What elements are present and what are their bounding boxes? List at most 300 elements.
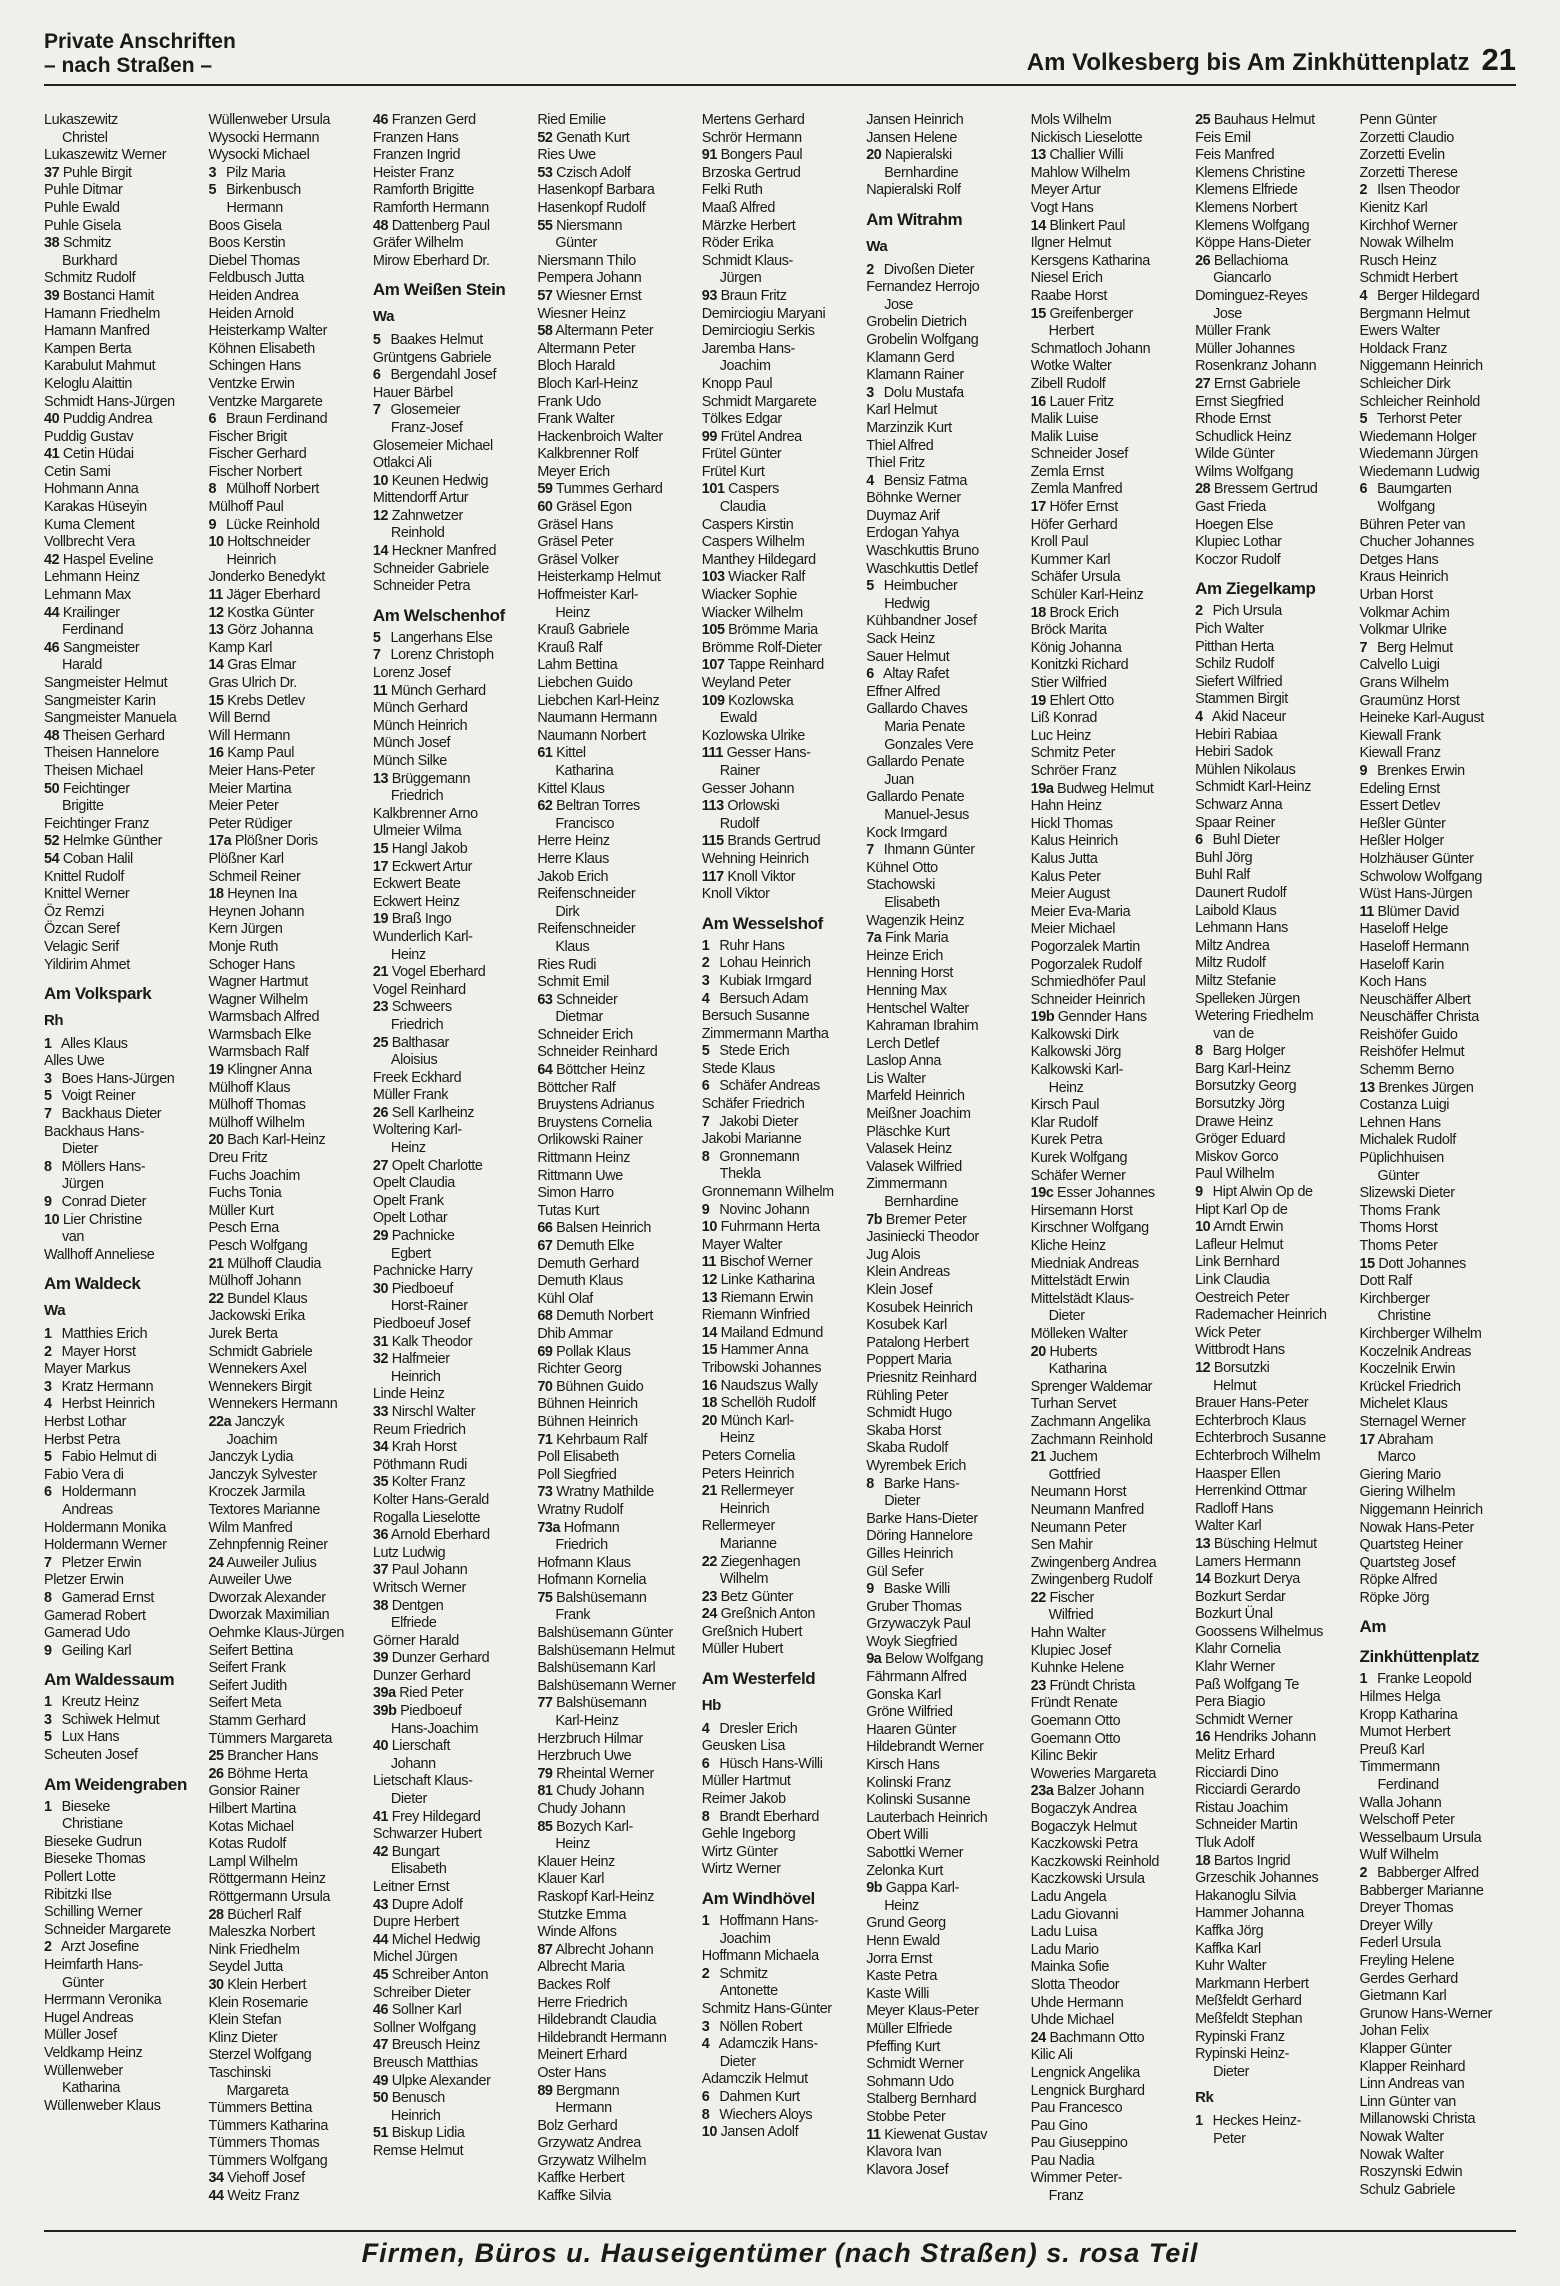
resident-name: Hilmes Helga [1359,1689,1441,1706]
resident-name: Buhl Dieter [1212,832,1280,849]
house-number: 45 [372,1966,389,1983]
resident-name: Heinz [390,946,426,963]
resident-name: Poppert Maria [866,1352,952,1369]
resident-name: Brigitte [62,798,104,815]
resident-name: Büsching Helmut [1213,1535,1317,1552]
resident-entry [866,1053,1022,1071]
resident-entry [1031,1942,1187,1960]
house-number: 20 [1030,1343,1046,1360]
resident-entry [866,1546,1022,1564]
resident-entry [1195,1958,1351,1976]
house-number: 8 [701,2106,710,2123]
resident-name: Seifert Meta [208,1695,282,1712]
resident-name: Blümer David [1377,903,1460,920]
resident-name: Liebchen Karl-Heinz [537,692,660,709]
resident-entry [1031,1871,1187,1889]
resident-entry [702,1448,858,1466]
resident-name: Herre Klaus [537,850,609,867]
resident-name: Mainka Sofie [1030,1959,1110,1976]
resident-entry [866,1106,1022,1124]
resident-name: Joachim [226,1431,278,1448]
resident-name: Keunen Hedwig [391,472,489,489]
resident-entry [537,2188,693,2206]
resident-entry [1360,1256,1516,1274]
resident-name: Rittmann Heinz [537,1150,631,1167]
resident-name: Heßler Günter [1359,815,1446,832]
resident-name: Pau Francesco [1030,2100,1123,2117]
resident-name: Wirtz Werner [701,1861,781,1878]
resident-name: Mülhoff Norbert [226,481,319,498]
resident-entry [866,1176,1022,1194]
resident-entry [1031,1590,1187,1608]
house-number: 79 [537,1765,553,1782]
resident-entry [702,1791,858,1809]
resident-name: Fuchs Joachim [208,1167,301,1184]
resident-entry [1195,1571,1351,1589]
resident-entry [44,816,200,834]
resident-name: Malik Luise [1030,411,1099,428]
house-number: 37 [372,1562,389,1579]
resident-name: Lauer Fritz [1049,393,1114,410]
resident-name: Pogorzalek Rudolf [1030,956,1142,973]
resident-name: Skaba Horst [866,1422,941,1439]
resident-entry [1360,869,1516,887]
house-number: 1 [44,1798,52,1815]
resident-entry [44,288,200,306]
resident-entry [1195,464,1351,482]
resident-entry [1195,1870,1351,1888]
resident-name: Elfriede [390,1615,437,1632]
resident-entry [1360,306,1516,324]
resident-entry [866,1757,1022,1775]
resident-name: Thoms Frank [1359,1202,1440,1219]
house-number: 46 [372,2002,389,2019]
resident-entry [1031,781,1187,799]
district-code: Wa [866,237,888,255]
district-code: Rk [1195,2089,1214,2107]
resident-name: Rittmann Uwe [537,1167,623,1184]
house-number: 11 [866,2126,881,2143]
resident-name: Heimbucher [883,578,958,595]
resident-entry [537,1783,693,1801]
resident-name: Mayer Markus [44,1361,131,1378]
resident-name: Klemens Norbert [1195,199,1298,216]
resident-name: Meier Martina [208,780,292,797]
resident-name: Wallhoff Anneliese [44,1246,155,1263]
resident-name: Gennder Hans [1057,1009,1147,1026]
resident-entry [1195,656,1351,674]
resident-name: Haspel Eveline [62,551,154,568]
resident-entry [702,569,858,587]
resident-name: Demirciogiu Serkis [701,323,815,340]
resident-entry [1360,622,1516,640]
resident-name: Wesselbaum Ursula [1359,1829,1482,1846]
resident-entry [1195,1518,1351,1536]
resident-name: Chudy Johann [556,1783,645,1800]
resident-name: Jakob Erich [537,868,609,885]
resident-name: Sprenger Waldemar [1030,1378,1153,1395]
resident-entry [373,1527,529,1545]
resident-entry [373,1545,529,1563]
house-number: 2 [44,1939,52,1956]
district-code: Hb [701,1697,721,1715]
resident-name: Heinz [719,1430,755,1447]
resident-name: Dieter [1048,1308,1085,1325]
resident-entry [1360,904,1516,922]
resident-entry [702,306,858,324]
house-number: 51 [372,2125,389,2142]
resident-name: Kroczek Jarmila [208,1484,305,1501]
resident-entry [373,1721,529,1739]
resident-entry [1360,1671,1516,1689]
resident-entry [702,605,858,623]
resident-name: Ilgner Helmut [1030,235,1112,252]
resident-entry [373,1510,529,1528]
resident-entry [44,657,200,675]
resident-entry [537,1220,693,1238]
resident-entry [866,1001,1022,1019]
resident-name: Napieralski Rolf [866,182,961,199]
resident-entry [1195,1835,1351,1853]
resident-name: Dolu Mustafa [883,384,964,401]
resident-name: Quartsteg Josef [1359,1554,1456,1571]
resident-entry [702,728,858,746]
resident-entry [1360,182,1516,200]
resident-entry [44,1939,200,1957]
resident-name: Balshüsemann Günter [537,1625,673,1642]
resident-name: Heckner Manfred [391,543,497,560]
resident-entry [44,622,200,640]
resident-name: Herbst Petra [44,1431,120,1448]
resident-name: Wolfgang [1377,499,1435,516]
resident-name: Pesch Erna [208,1220,279,1237]
resident-name: Czisch Adolf [556,164,631,181]
resident-name: Kalus Peter [1030,868,1101,885]
resident-entry [702,1342,858,1360]
resident-name: Balthasar [391,1034,449,1051]
resident-entry [866,1933,1022,1951]
resident-entry [866,754,1022,772]
resident-name: Jürgen [719,270,762,287]
resident-entry [373,753,529,771]
resident-name: Gilles Heinrich [866,1545,953,1562]
resident-entry [1031,921,1187,939]
resident-entry [866,596,1022,614]
resident-entry [373,1773,529,1791]
resident-name: Hüsch Hans-Willi [719,1755,823,1772]
house-number: 4 [701,990,710,1007]
resident-entry [866,1458,1022,1476]
resident-name: Münch Josef [372,735,451,752]
house-number: 8 [866,1475,874,1492]
resident-name: Maaß Alfred [701,199,775,216]
house-number: 107 [701,657,725,674]
resident-name: Gottfried [1048,1466,1101,1483]
resident-name: Ladu Giovanni [1030,1906,1119,1923]
resident-entry [702,464,858,482]
house-number: 52 [537,129,553,146]
resident-name: Kaczkowski Ursula [1030,1871,1145,1888]
resident-entry [537,833,693,851]
resident-entry [537,1344,693,1362]
resident-entry [373,165,529,183]
house-number: 105 [701,622,725,639]
house-number: 25 [372,1034,389,1051]
house-number: 35 [372,1474,389,1491]
house-number: 22 [1030,1589,1046,1606]
resident-name: Dieter [62,1141,98,1158]
resident-entry [1031,1009,1187,1027]
resident-name: Biskup Lidia [391,2125,465,2142]
resident-entry [44,534,200,552]
resident-name: Neuschäffer Christa [1359,1009,1479,1026]
resident-entry [702,1589,858,1607]
resident-entry [1360,1689,1516,1707]
resident-name: Lehmann Max [44,587,131,604]
resident-entry [373,1861,529,1879]
resident-entry [44,921,200,939]
resident-name: Bieseke [61,1798,111,1815]
resident-entry [208,1748,364,1766]
resident-name: Diebel Thomas [208,252,300,269]
resident-name: Novinc Johann [719,1201,810,1218]
resident-entry [537,1027,693,1045]
resident-entry [373,1668,529,1686]
resident-name: Jorra Ernst [866,1950,933,1967]
resident-entry [208,1308,364,1326]
resident-name: Christiane [62,1816,123,1833]
resident-entry [373,2143,529,2161]
resident-name: Langerhans Else [390,629,493,646]
resident-entry [373,508,529,526]
resident-entry [537,1449,693,1467]
resident-entry [44,728,200,746]
resident-name: Stalberg Bernhard [866,2091,977,2108]
resident-name: Birkenbusch [226,182,301,199]
resident-name: Niesel Erich [1030,270,1103,287]
resident-name: Zorzetti Claudio [1359,129,1454,146]
house-number: 49 [372,2072,389,2089]
resident-entry [702,1536,858,1554]
resident-entry [866,1018,1022,1036]
resident-entry [866,2039,1022,2057]
resident-entry [866,1810,1022,1828]
resident-name: Breusch Heinz [391,2037,481,2054]
resident-entry [537,411,693,429]
resident-name: Schneider Margarete [44,1921,171,1938]
resident-entry [1031,622,1187,640]
resident-entry [537,851,693,869]
resident-name: Heynen Ina [227,886,297,903]
resident-name: Meyer Klaus-Peter [866,2003,979,2020]
resident-entry [1360,1795,1516,1813]
resident-name: Kostka Günter [227,604,315,621]
resident-entry [373,1474,529,1492]
resident-name: Döring Hannelore [866,1528,973,1545]
house-number: 66 [537,1220,553,1237]
resident-name: Klavora Ivan [866,2144,942,2161]
resident-entry [1360,1865,1516,1883]
resident-name: Jose [884,296,913,313]
house-number: 39 [372,1650,389,1667]
resident-entry [208,270,364,288]
resident-name: Janczyk Sylvester [208,1466,317,1483]
resident-name: Rypinski Franz [1195,2028,1285,2045]
resident-entry [702,1466,858,1484]
resident-name: Herrmann Veronika [44,1992,162,2009]
resident-entry [702,1166,858,1184]
resident-entry [1360,517,1516,535]
house-number: 42 [372,1843,389,1860]
resident-entry [208,1414,364,1432]
street-heading: Am Ziegelkamp [1195,579,1316,599]
resident-name: Brandt Eberhard [719,1808,819,1825]
resident-name: Claudia [719,499,766,516]
resident-name: Wratny Rudolf [537,1501,624,1518]
resident-entry [1031,376,1187,394]
resident-entry [537,1590,693,1608]
resident-entry [1195,534,1351,552]
resident-name: Goemann Otto [1030,1730,1121,1747]
resident-name: Feis Emil [1195,129,1251,146]
resident-name: Mittelstädt Klaus- [1030,1290,1134,1307]
resident-name: Kozlowska Ulrike [701,727,805,744]
resident-name: Dominguez-Reyes [1195,287,1308,304]
resident-name: Schleicher Reinhold [1359,393,1480,410]
resident-name: Knopp Paul [701,375,773,392]
resident-name: Dietmar [555,1009,603,1026]
resident-name: Grunow Hans-Werner [1359,2005,1492,2022]
resident-entry [866,684,1022,702]
resident-entry [44,394,200,412]
resident-entry [1195,1606,1351,1624]
resident-entry [537,745,693,763]
resident-name: Roszynski Edwin [1359,2164,1463,2181]
resident-name: Kurek Wolfgang [1030,1150,1128,1167]
resident-entry [373,1791,529,1809]
resident-name: Skaba Rudolf [866,1440,948,1457]
house-number: 15 [1030,305,1046,322]
resident-entry [702,112,858,130]
resident-entry [1360,745,1516,763]
resident-name: Schellöh Rudolf [720,1395,816,1412]
resident-entry [1031,2012,1187,2030]
resident-name: Dreyer Willy [1359,1917,1433,1934]
resident-name: Hohmann Anna [44,481,139,498]
resident-name: Görner Harald [372,1632,459,1649]
resident-entry [1360,1502,1516,1520]
resident-entry [208,1942,364,1960]
resident-entry [208,1783,364,1801]
resident-entry [537,182,693,200]
resident-entry [537,1115,693,1133]
resident-name: Gonska Karl [866,1686,941,1703]
resident-entry [1360,1361,1516,1379]
resident-entry [373,1193,529,1211]
resident-name: Holdermann Monika [44,1519,166,1536]
resident-name: Gallardo Penate [866,754,965,771]
resident-entry [208,1449,364,1467]
resident-name: Nowak Walter [1359,2128,1444,2145]
resident-entry [208,2065,364,2083]
resident-entry [1360,1027,1516,1045]
resident-name: Schüler Karl-Heinz [1030,587,1144,604]
resident-entry [44,693,200,711]
resident-entry [208,1731,364,1749]
resident-entry [373,876,529,894]
house-number: 21 [372,964,389,981]
resident-name: Jansen Adolf [720,2124,799,2141]
resident-name: Bühnen Heinrich [537,1413,638,1430]
resident-entry [1360,481,1516,499]
resident-name: Vogel Reinhard [372,981,466,998]
house-number: 8 [1195,1043,1203,1060]
resident-entry [1360,587,1516,605]
resident-name: Kalkowski Karl- [1030,1062,1123,1079]
resident-name: Kienitz Karl [1359,199,1428,216]
resident-entry [373,1580,529,1598]
resident-name: Dott Johannes [1378,1255,1466,1272]
resident-entry [44,481,200,499]
resident-entry [1031,446,1187,464]
resident-name: Nickisch Lieselotte [1030,129,1143,146]
resident-entry [1031,728,1187,746]
resident-name: Johan Felix [1359,2023,1429,2040]
resident-name: Mailand Edmund [720,1324,823,1341]
resident-name: Wittbrodt Hans [1195,1342,1285,1359]
resident-entry [373,683,529,701]
resident-entry [1031,1396,1187,1414]
resident-entry [866,2144,1022,2162]
resident-name: Bühren Peter van [1359,516,1466,533]
resident-name: Graumünz Horst [1359,692,1460,709]
resident-name: Penn Günter [1359,112,1437,128]
resident-entry [537,1009,693,1027]
resident-entry [208,710,364,728]
resident-entry [702,1096,858,1114]
resident-name: Sternagel Werner [1359,1413,1466,1430]
resident-name: Püplichhuisen [1359,1150,1444,1167]
resident-name: Gonzales Vere [884,736,974,753]
resident-name: Gesser Johann [701,780,795,797]
resident-name: Monje Ruth [208,938,279,955]
resident-entry [44,1212,200,1230]
resident-entry [702,886,858,904]
resident-name: Geiling Karl [61,1642,132,1659]
resident-entry [1195,200,1351,218]
resident-name: Richter Georg [537,1361,622,1378]
resident-entry [208,1607,364,1625]
resident-entry [1195,1114,1351,1132]
resident-entry [1195,1202,1351,1220]
resident-entry [537,1959,693,1977]
resident-name: Grans Wilhelm [1359,675,1449,691]
resident-entry [702,182,858,200]
resident-entry [537,1379,693,1397]
resident-entry [373,700,529,718]
resident-name: Kittel [556,745,586,762]
resident-name: Borsutzky Jörg [1195,1096,1285,1113]
resident-name: Ziegenhagen [720,1553,801,1570]
resident-entry [537,464,693,482]
resident-entry [1195,1448,1351,1466]
resident-name: Fischer Norbert [208,463,302,480]
resident-entry [537,1995,693,2013]
house-number: 25 [1195,112,1211,128]
resident-entry [1360,270,1516,288]
resident-name: Harald [62,657,102,674]
resident-entry [208,763,364,781]
